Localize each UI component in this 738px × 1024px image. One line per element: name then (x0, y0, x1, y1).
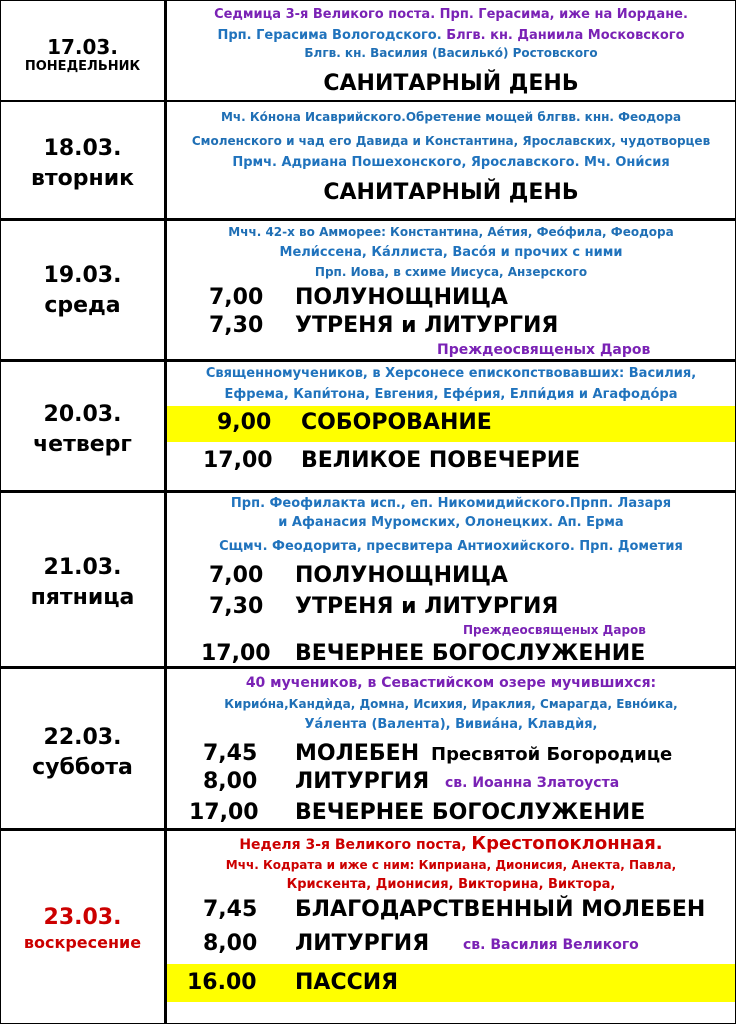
service-extra: Пресвятой Богородице (431, 744, 673, 765)
service-row (167, 800, 735, 828)
service-title: УТРЕНЯ и ЛИТУРГИЯ (295, 594, 559, 619)
feast-line: Смоленского и чад его Давида и Константина, Ярославских, чудотворцев (191, 134, 711, 148)
weekday-label: суббота (32, 755, 133, 780)
day-content (167, 493, 735, 666)
service-time: 17,00 (189, 800, 259, 825)
service-title: ВЕЛИКОЕ ПОВЕЧЕРИЕ (301, 448, 581, 473)
day-row-17-03 (0, 0, 736, 101)
day-row-22-03 (0, 667, 736, 829)
date-cell (1, 1, 167, 100)
service-title: ЛИТУРГИЯ (295, 769, 430, 794)
service-time: 7,00 (209, 285, 264, 310)
service-row (167, 594, 735, 622)
day-content (167, 669, 735, 828)
day-row-20-03 (0, 360, 736, 491)
service-row (167, 741, 735, 769)
feast-line-title (167, 833, 735, 854)
date-label: 21.03. (43, 555, 122, 580)
service-row-highlighted (167, 406, 735, 442)
service-title: ПОЛУНОЩНИЦА (295, 285, 508, 310)
day-content (167, 102, 735, 218)
day-content (167, 221, 735, 359)
feast-line: Прп. Герасима Вологодского. (217, 28, 442, 43)
feast-line: Мели́ссена, Ка́ллиста, Васо́я и прочих с ними (279, 245, 623, 260)
date-label: 23.03. (43, 905, 122, 930)
service-extra: св. Иоанна Златоуста (445, 775, 620, 791)
date-label: 18.03. (43, 136, 122, 161)
date-cell (1, 362, 167, 490)
date-cell (1, 831, 167, 1023)
feast-line: и Афанасия Муромских, Олонецких. Ап. Ерма (278, 515, 624, 530)
feast-line: Прп. Феофилакта исп., еп. Никомидийского.Прпп. Лазаря (230, 496, 672, 511)
feast-line: Седмица 3-я Великого поста. Прп. Герасима, иже на Иордане. (214, 7, 688, 22)
service-time: 17,00 (201, 641, 271, 666)
feast-line: Блгв. кн. Василия (Василько́) Ростовского (304, 46, 598, 60)
feast-line: Уа́лента (Валента), Вивиа́на, Клавдѝя, (304, 717, 598, 732)
service-extra: св. Василия Великого (463, 937, 639, 953)
day-row-19-03 (0, 219, 736, 360)
service-time: 8,00 (203, 769, 258, 794)
service-row (167, 285, 735, 313)
service-row (167, 313, 735, 341)
service-title: УТРЕНЯ и ЛИТУРГИЯ (295, 313, 559, 338)
service-title: СОБОРОВАНИЕ (301, 410, 492, 435)
service-title: ВЕЧЕРНЕЕ БОГОСЛУЖЕНИЕ (295, 800, 646, 825)
weekday-label: воскресение (23, 933, 142, 952)
service-title: ПОЛУНОЩНИЦА (295, 563, 508, 588)
service-time: 7,30 (209, 313, 264, 338)
service-row (167, 897, 735, 925)
day-row-23-03 (0, 829, 736, 1024)
service-subtitle: Преждеосвященых Даров (463, 623, 646, 637)
day-row-18-03 (0, 101, 736, 219)
feast-line: Мч. Ко́нона Исаврийского.Обретение мощей блгвв. кнн. Феодора (220, 110, 682, 124)
service-row (167, 769, 735, 797)
feast-line: Неделя 3-я Великого поста, (239, 837, 467, 853)
weekday-label: четверг (33, 432, 132, 457)
date-cell (1, 493, 167, 666)
service-time: 7,30 (209, 594, 264, 619)
date-cell (1, 221, 167, 359)
weekday-label: пятница (30, 585, 135, 610)
service-time: 7,45 (203, 897, 258, 922)
service-time: 8,00 (203, 931, 258, 956)
service-title: ВЕЧЕРНЕЕ БОГОСЛУЖЕНИЕ (295, 641, 646, 666)
weekday-label: вторник (30, 166, 135, 191)
service-time: 17,00 (203, 448, 273, 473)
date-cell (1, 102, 167, 218)
feast-line: Кирио́на,Кандѝда, Домна, Исихия, Ираклия, Смарагда, Евно́ика, (224, 697, 678, 711)
service-title: ПАССИЯ (295, 970, 399, 995)
service-time: 7,45 (203, 741, 258, 766)
feast-line: Прп. Иова, в схиме Иисуса, Анзерского (314, 265, 588, 279)
service-time: 16.00 (187, 970, 257, 995)
service-row (167, 931, 735, 959)
date-cell (1, 669, 167, 828)
service-time: 9,00 (217, 410, 272, 435)
day-content (167, 831, 735, 1023)
feast-line: 40 мучеников, в Севастийском озере мучившихся: (245, 675, 657, 691)
sanitary-day-note: САНИТАРНЫЙ ДЕНЬ (323, 180, 579, 205)
service-time: 7,00 (209, 563, 264, 588)
service-title: БЛАГОДАРСТВЕННЫЙ МОЛЕБЕН (295, 897, 706, 922)
day-content (167, 362, 735, 490)
service-row (167, 448, 735, 478)
service-title: МОЛЕБЕН (295, 741, 420, 766)
feast-line: Мчч. Кодрата и иже с ним: Киприана, Дионисия, Анекта, Павла, (225, 858, 677, 872)
feast-line: Мчч. 42-х во Амморее: Константина, Ае́тия, Фео́фила, Феодора (228, 225, 674, 239)
sanitary-day-note: САНИТАРНЫЙ ДЕНЬ (323, 71, 579, 96)
weekday-label: среда (44, 293, 121, 318)
feast-title: Крестопоклонная. (471, 833, 663, 854)
service-row (167, 563, 735, 591)
date-label: 19.03. (43, 263, 122, 288)
service-subtitle: Преждеосвященых Даров (437, 342, 651, 358)
feast-line: Ефрема, Капи́тона, Евгения, Ефе́рия, Елпи́дия и Агафодо́ра (224, 387, 678, 402)
weekday-label: ПОНЕДЕЛЬНИК (24, 59, 141, 74)
day-content (167, 1, 735, 100)
feast-line: Прмч. Адриана Пошехонского, Ярославского. Мч. Они́сия (232, 155, 670, 170)
service-row (167, 641, 735, 669)
feast-line: Крискента, Дионисия, Викторина, Виктора, (286, 877, 616, 892)
date-label: 22.03. (43, 725, 122, 750)
service-row-highlighted (167, 964, 735, 1002)
feast-line: Блгв. кн. Даниила Московского (446, 28, 685, 43)
feast-line: Священномучеников, в Херсонесе епископствовавших: Василия, (205, 366, 697, 381)
feast-line: Сщмч. Феодорита, пресвитера Антиохийского. Прп. Дометия (219, 539, 683, 554)
service-title: ЛИТУРГИЯ (295, 931, 430, 956)
day-row-21-03 (0, 491, 736, 667)
date-label: 20.03. (43, 402, 122, 427)
feast-line-2 (167, 28, 735, 43)
date-label: 17.03. (47, 35, 118, 59)
